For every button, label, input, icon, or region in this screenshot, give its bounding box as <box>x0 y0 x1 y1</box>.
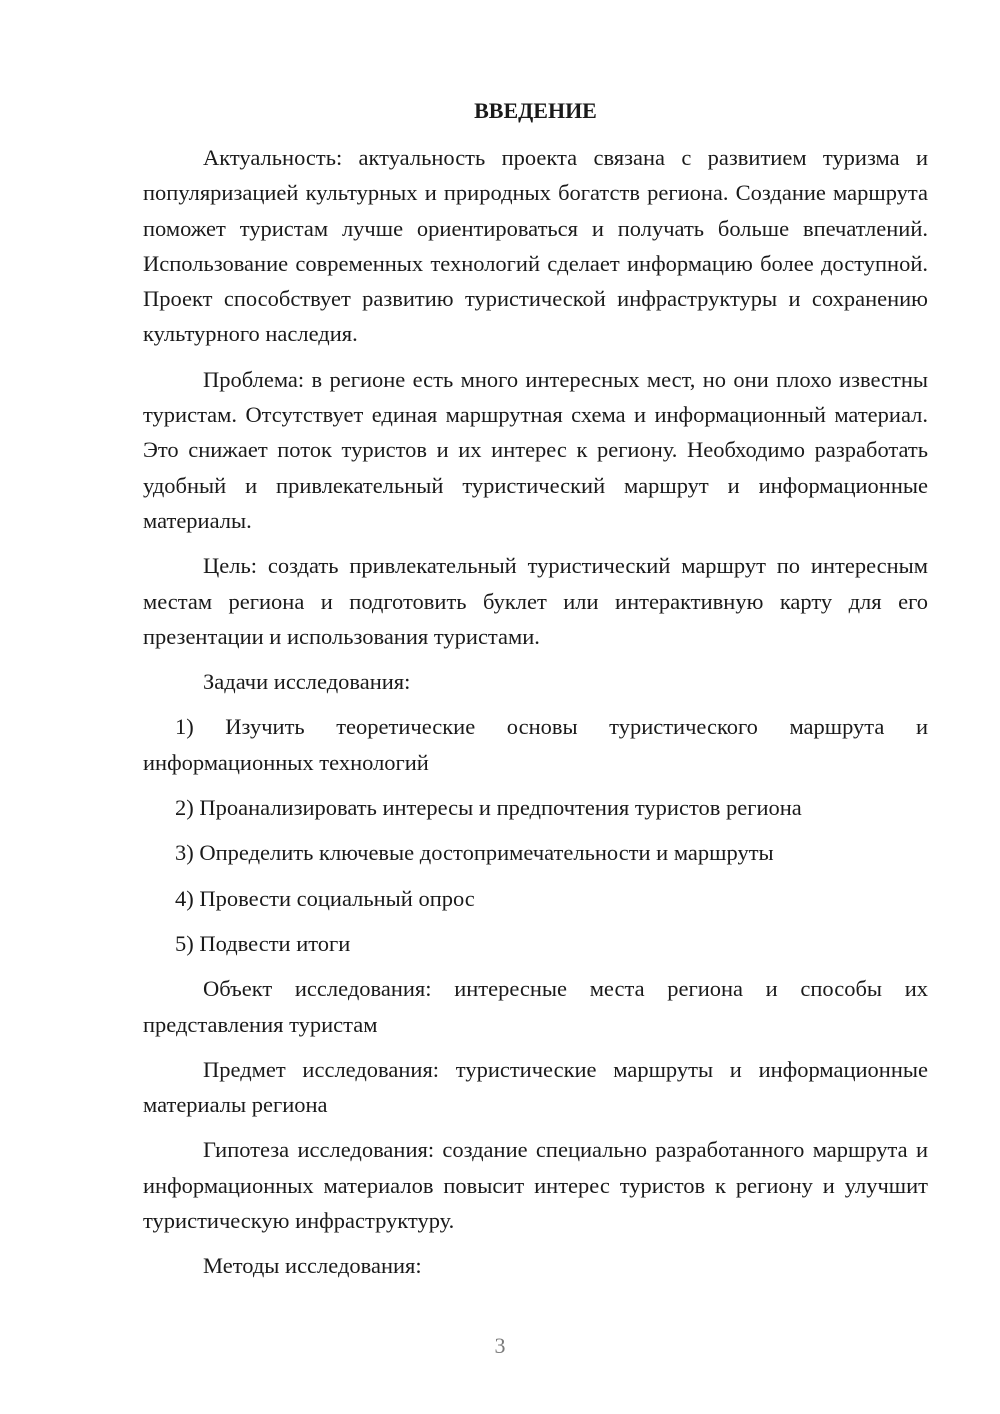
document-page <box>143 96 928 1294</box>
task-item-2: 2) Проанализировать интересы и предпочтения туристов региона <box>175 795 802 821</box>
section-title: ВВЕДЕНИЕ <box>474 98 597 123</box>
page-number: 3 <box>494 1333 506 1358</box>
task-item-4: 4) Провести социальный опрос <box>175 885 475 911</box>
task-item-3: 3) Определить ключевые достопримечательности и маршруты <box>175 840 774 866</box>
methods-heading: Методы исследования: <box>203 1253 422 1279</box>
paragraph-hypothesis: Гипотеза исследования: создание специально разработанного маршрута и информационных материалов повысит интерес туристов к региону и улучшит туристическую инфраструктуру. <box>143 1137 928 1234</box>
paragraph-problem: Проблема: в регионе есть много интересных мест, но они плохо известны туристам. Отсутствует единая маршрутная схема и информационный материал. Это снижает поток туристов и их интерес к региону. Необходимо разработать удобный и привлекательный туристический маршрут и информационные материалы. <box>143 366 928 533</box>
task-item-5: 5) Подвести итоги <box>175 930 351 956</box>
paragraph-object: Объект исследования: интересные места региона и способы их представления туристам <box>143 976 928 1037</box>
task-item-1: 1) Изучить теоретические основы туристического маршрута и информационных технологий <box>143 714 928 775</box>
paragraph-subject: Предмет исследования: туристические маршруты и информационные материалы региона <box>143 1056 928 1118</box>
paragraph-relevance: Актуальность: актуальность проекта связана с развитием туризма и популяризацией культурных и природных богатств региона. Создание маршрута поможет туристам лучше ориентироваться и получать больше впечатлений. Использование современных технологий сделает информацию более доступной. Проект способствует развитию туристической инфраструктуры и сохранению культурного наследия. <box>143 145 928 347</box>
paragraph-goal: Цель: создать привлекательный туристический маршрут по интересным местам региона и подготовить буклет или интерактивную карту для его презентации и использования туристами. <box>143 553 928 649</box>
tasks-heading: Задачи исследования: <box>203 669 411 695</box>
